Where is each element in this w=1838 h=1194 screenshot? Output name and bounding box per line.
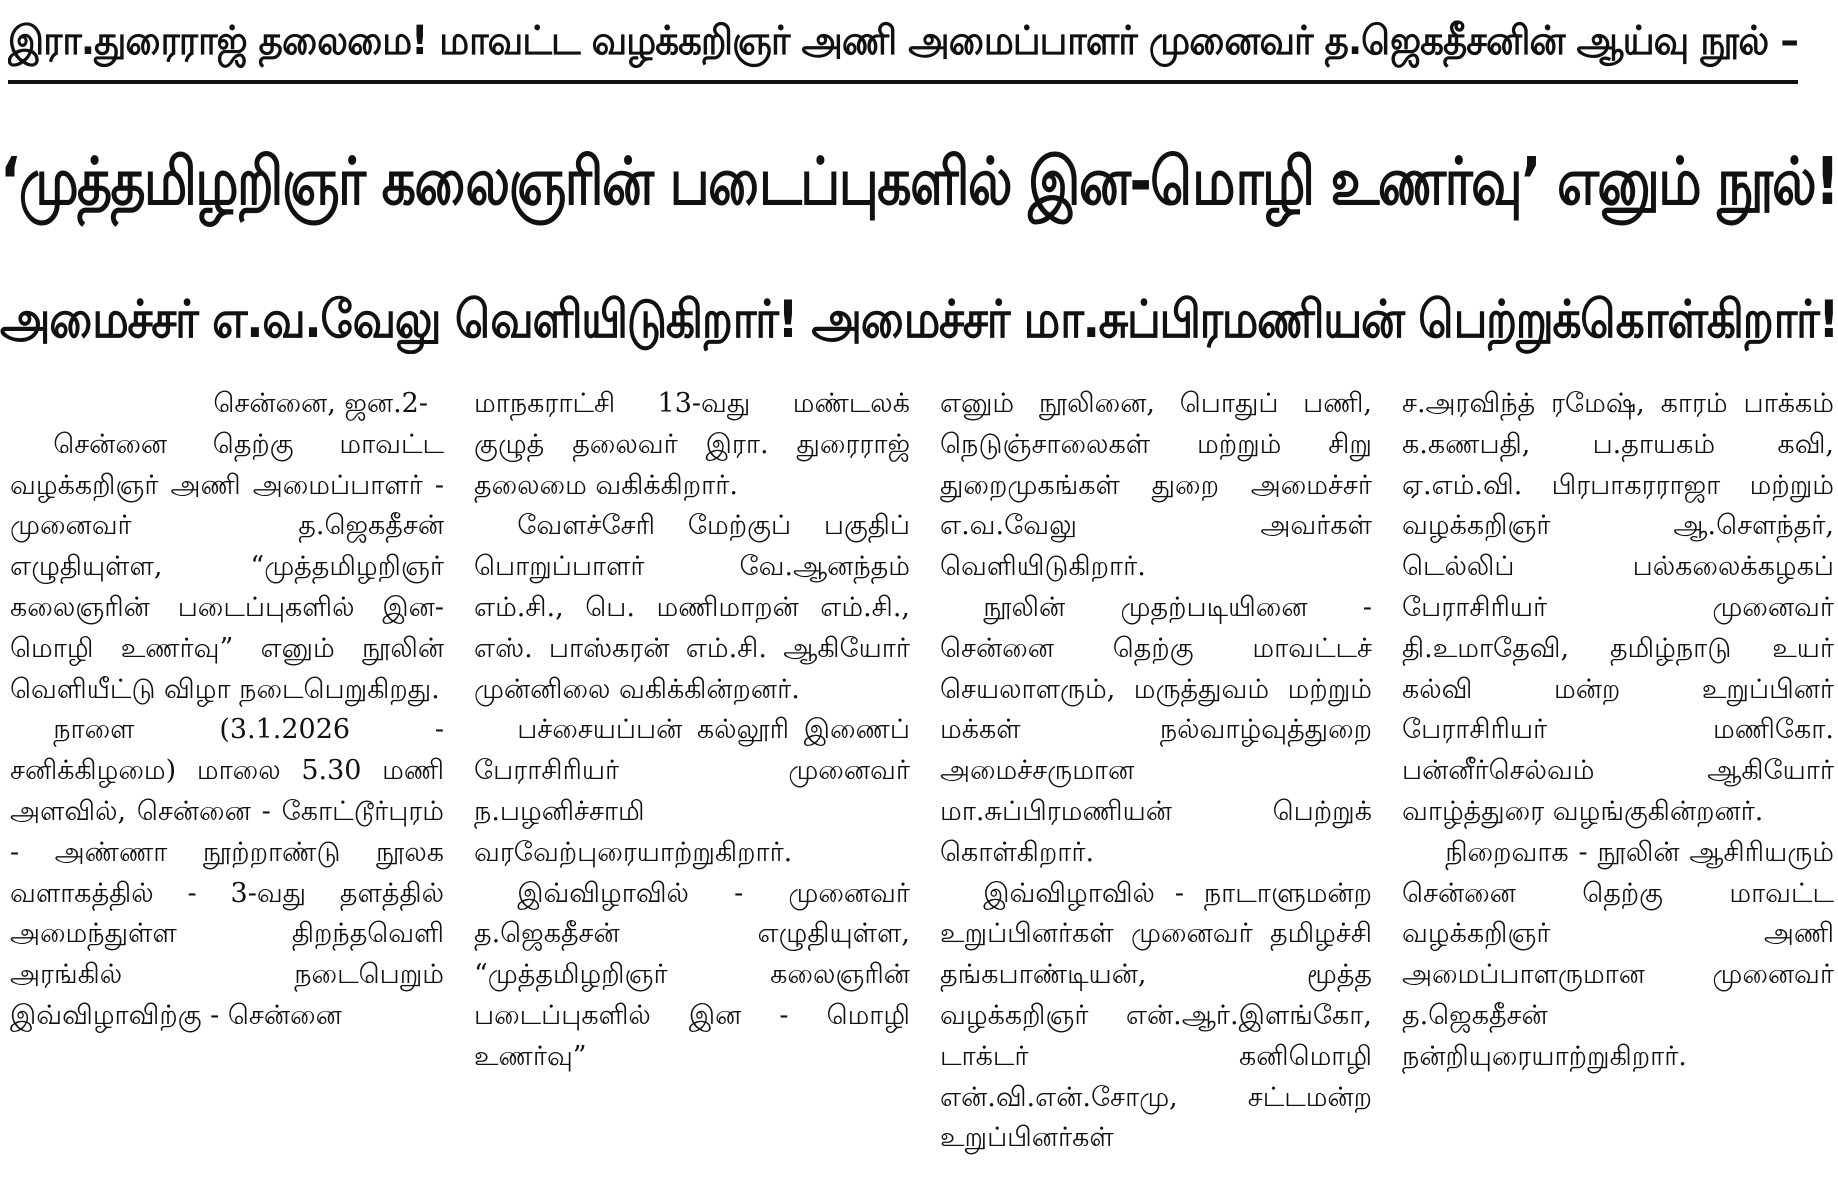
paragraph: பச்சையப்பன் கல்லூரி இணைப் பேராசிரியர் முனைவர் ந.பழனிச்சாமி வரவேற்புரையாற்றுகிறார். [474, 714, 910, 868]
kicker-line: இரா.துரைராஜ் தலைமை! மாவட்ட வழக்கறிஞர் அணி அமைப்பாளர் முனைவர் த.ஜெகதீசனின் ஆய்வு நூல் – [8, 18, 1798, 64]
paragraph: எனும் நூலினை, பொதுப் பணி, நெடுஞ்சாலைகள் மற்றும் சிறு துறைமுகங்கள் துறை அமைச்சர் எ.வ.வேலு அவர்கள் வெளியிடுகிறார். [940, 388, 1372, 583]
article-column-3 [940, 384, 1372, 1190]
paragraph: இவ்விழாவில் - நாடாளுமன்ற உறுப்பினர்கள் முனைவர் தமிழச்சி தங்கபாண்டியன், மூத்த வழக்கறிஞர் என்.ஆர்.இளங்கோ, டாக்டர் கனிமொழி என்.வி.என்.சோமு, சட்டமன்ற உறுப்பினர்கள் [940, 877, 1372, 1154]
article-body [0, 384, 1838, 1190]
headline: ‘முத்தமிழறிஞர் கலைஞரின் படைப்புகளில் இன-மொழி உணர்வு’ எனும் நூல்! [0, 143, 1838, 220]
dateline: சென்னை, ஜன.2- [213, 388, 428, 419]
article-column-2 [474, 384, 910, 1190]
article-column-4 [1402, 384, 1834, 1190]
paragraph: சென்னை தெற்கு மாவட்ட வழக்கறிஞர் அணி அமைப்பாளர் - முனைவர் த.ஜெகதீசன் எழுதியுள்ள, “முத்தமிழறிஞர் கலைஞரின் படைப்புகளில் இன-மொழி உணர்வு” எனும் நூலின் வெளியீட்டு விழா நடைபெறுகிறது. [10, 428, 444, 705]
paragraph: இவ்விழாவில் - முனைவர் த.ஜெகதீசன் எழுதியுள்ள, “முத்தமிழறிஞர் கலைஞரின் படைப்புகளில் இன - மொழி உணர்வு” [474, 877, 910, 1072]
paragraph: வேளச்சேரி மேற்குப் பகுதிப் பொறுப்பாளர் வே.ஆனந்தம் எம்.சி., பெ. மணிமாறன் எம்.சி., எஸ். பாஸ்கரன் எம்.சி. ஆகியோர் முன்னிலை வகிக்கின்றனர். [474, 510, 910, 705]
article-column-1 [10, 384, 444, 1190]
kicker-underline [8, 80, 1798, 84]
paragraph: நாளை (3.1.2026 - சனிக்கிழமை) மாலை 5.30 மணி அளவில், சென்னை - கோட்டூர்புரம் - அண்ணா நூற்றாண்டு நூலக வளாகத்தில் - 3-வது தளத்தில் அமைந்துள்ள திறந்தவெளி அரங்கில் நடைபெறும் இவ்விழாவிற்கு - சென்னை [10, 714, 444, 1031]
paragraph: நிறைவாக - நூலின் ஆசிரியரும் சென்னை தெற்கு மாவட்ட வழக்கறிஞர் அணி அமைப்பாளருமான முனைவர் த.ஜெகதீசன் நன்றியுரையாற்றுகிறார். [1402, 836, 1834, 1072]
paragraph: ச.அரவிந்த் ரமேஷ், காரம் பாக்கம் க.கணபதி, ப.தாயகம் கவி, ஏ.எம்.வி. பிரபாகரராஜா மற்றும் வழக்கறிஞர் ஆ.சௌந்தர், டெல்லிப் பல்கலைக்கழகப் பேராசிரியர் முனைவர் தி.உமாதேவி, தமிழ்நாடு உயர் கல்வி மன்ற உறுப்பினர் பேராசிரியர் மணிகோ. பன்னீர்செல்வம் ஆகியோர் வாழ்த்துரை வழங்குகின்றனர். [1402, 388, 1834, 827]
paragraph: மாநகராட்சி 13-வது மண்டலக் குழுத் தலைவர் இரா. துரைராஜ் தலைமை வகிக்கிறார். [474, 388, 910, 501]
paragraph: நூலின் முதற்படியினை - சென்னை தெற்கு மாவட்டச் செயலாளரும், மருத்துவம் மற்றும் மக்கள் நல்வாழ்வுத்துறை அமைச்சருமான மா.சுப்பிரமணியன் பெற்றுக் கொள்கிறார். [940, 591, 1372, 868]
subheadline: அமைச்சர் எ.வ.வேலு வெளியிடுகிறார்! அமைச்சர் மா.சுப்பிரமணியன் பெற்றுக்கொள்கிறார்! [0, 290, 1838, 350]
